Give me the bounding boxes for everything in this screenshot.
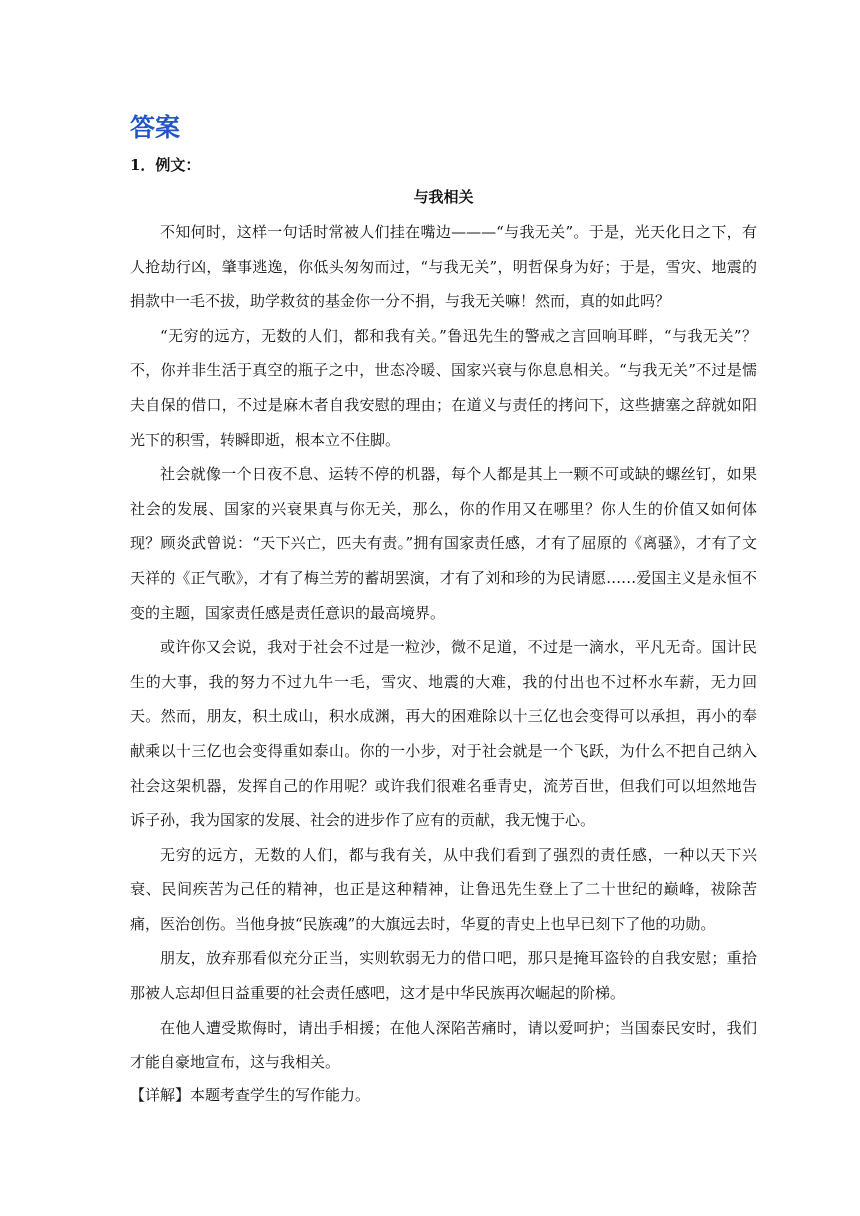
essay-paragraph: 不知何时，这样一句话时常被人们挂在嘴边———“与我无关”。于是，光天化日之下，有人抢劫行凶，肇事逃逸，你低头匆匆而过，“与我无关”，明哲保身为好；于是，雪灾、地震的捐款中一毛不拔，助学救贫的基金你一分不捐，与我无关嘛！然而，真的如此吗？ [130, 223, 757, 311]
question-label: 1．例文： [130, 156, 201, 174]
essay-paragraph: “无穷的远方，无数的人们，都和我有关。”鲁迅先生的警戒之言回响耳畔，“与我无关”？不，你并非生活于真空的瓶子之中，世态冷暖、国家兴衰与你息息相关。“与我无关”不过是懦夫自保的借口，不过是麻木者自我安慰的理由；在道义与责任的拷问下，这些搪塞之辞就如阳光下的积雪，转瞬即逝，根本立不住脚。 [130, 326, 757, 449]
essay-paragraph: 在他人遭受欺侮时，请出手相援；在他人深陷苦痛时，请以爱呵护；当国泰民安时，我们才能自豪地宣布，这与我相关。 [130, 1018, 757, 1072]
detail-note: 【详解】本题考查学生的写作能力。 [130, 1085, 371, 1104]
essay-paragraph: 社会就像一个日夜不息、运转不停的机器，每个人都是其上一颗不可或缺的螺丝钉，如果社会的发展、国家的兴衰果真与你无关，那么，你的作用又在哪里？你人生的价值又如何体现？顾炎武曾说：“天下兴亡，匹夫有责。”拥有国家责任感，才有了屈原的《离骚》，才有了文天祥的《正气歌》，才有了梅兰芳的蓄胡罢演，才有了刘和珍的为民请愿……爱国主义是永恒不变的主题，国家责任感是责任意识的最高境界。 [130, 465, 757, 622]
essay-paragraph: 或许你又会说，我对于社会不过是一粒沙，微不足道，不过是一滴水，平凡无奇。国计民生的大事，我的努力不过九牛一毛，雪灾、地震的大难，我的付出也不过杯水车薪，无力回天。然而，朋友，积土成山，积水成渊，再大的困难除以十三亿也会变得可以承担，再小的奉献乘以十三亿也会变得重如泰山。你的一小步，对于社会就是一个飞跃，为什么不把自己纳入社会这架机器，发挥自己的作用呢？或许我们很难名垂青史，流芳百世，但我们可以坦然地告诉子孙，我为国家的发展、社会的进步作了应有的贡献，我无愧于心。 [130, 638, 757, 830]
essay-title: 与我相关 [413, 188, 474, 206]
essay-paragraph: 朋友，放弃那看似充分正当，实则软弱无力的借口吧，那只是掩耳盗铃的自我安慰；重拾那被人忘却但日益重要的社会责任感吧，这才是中华民族再次崛起的阶梯。 [130, 949, 757, 1003]
essay-paragraph: 无穷的远方，无数的人们，都与我有关，从中我们看到了强烈的责任感，一种以天下兴衰、民间疾苦为己任的精神，也正是这种精神，让鲁迅先生登上了二十世纪的巅峰，祓除苦痛，医治创伤。当他身披“民族魂”的大旗远去时，华夏的青史上也早已刻下了他的功勋。 [130, 845, 757, 933]
answer-heading: 答案 [130, 113, 181, 142]
